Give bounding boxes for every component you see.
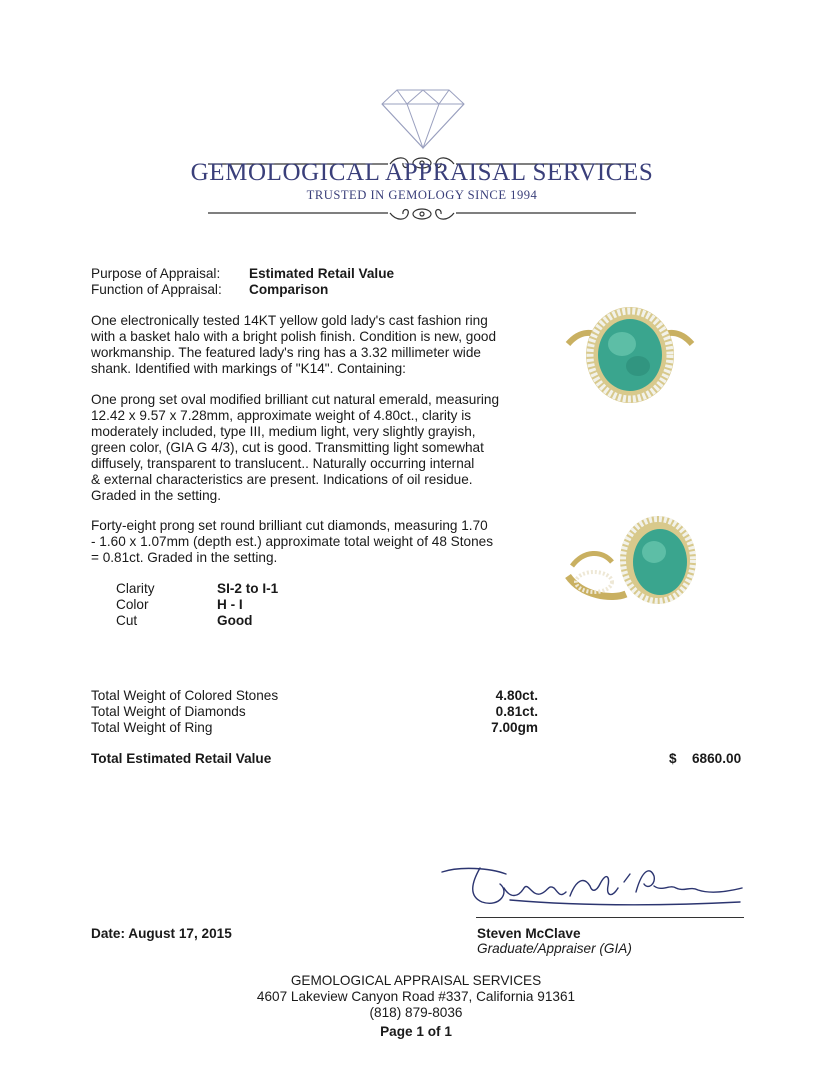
purpose-label: Purpose of Appraisal: — [91, 266, 221, 281]
total-diamonds-label: Total Weight of Diamonds — [91, 704, 246, 719]
function-value: Comparison — [249, 282, 329, 297]
emerald-description — [91, 392, 511, 504]
total-colored-label: Total Weight of Colored Stones — [91, 688, 279, 703]
description-line: & external characteristics are present. Indications of oil residue. — [91, 472, 473, 487]
purpose-value: Estimated Retail Value — [249, 266, 395, 281]
total-colored-value: 4.80ct. — [495, 688, 538, 703]
description-line: shank. Identified with markings of "K14". Containing: — [91, 361, 406, 376]
footer-phone: (818) 879-8036 — [369, 1005, 463, 1020]
footer-address: 4607 Lakeview Canyon Road #337, California 91361 — [256, 989, 576, 1004]
appraisal-date: Date: August 17, 2015 — [91, 926, 232, 941]
color-value: H - I — [217, 597, 243, 612]
company-tagline: TRUSTED IN GEMOLOGY SINCE 1994 — [306, 188, 538, 202]
footer-company: GEMOLOGICAL APPRAISAL SERVICES — [290, 973, 542, 988]
cut-label: Cut — [116, 613, 138, 628]
decorative-rule-bottom — [208, 204, 636, 222]
cut-value: Good — [217, 613, 253, 628]
diamond-description — [91, 518, 511, 566]
description-line: moderately included, type III, medium light, very slightly grayish, — [91, 424, 476, 439]
clarity-value: SI-2 to I-1 — [217, 581, 279, 596]
retail-value-label: Total Estimated Retail Value — [91, 751, 272, 766]
total-ring-value: 7.00gm — [491, 720, 538, 735]
description-line: One prong set oval modified brilliant cut natural emerald, measuring — [91, 392, 500, 407]
appraiser-name: Steven McClave — [477, 926, 581, 941]
ring-photo-top — [560, 300, 700, 410]
ring-description — [91, 313, 511, 377]
clarity-label: Clarity — [116, 581, 155, 596]
signature-image — [440, 862, 744, 920]
description-line: diffusely, transparent to translucent.. Naturally occurring internal — [91, 456, 475, 471]
ring-photo-side — [562, 510, 702, 620]
color-label: Color — [116, 597, 149, 612]
description-line: 12.42 x 9.57 x 7.28mm, approximate weight of 4.80ct., clarity is — [91, 408, 472, 423]
description-line: Graded in the setting. — [91, 488, 221, 503]
currency-symbol: $ — [669, 751, 677, 766]
description-line: One electronically tested 14KT yellow gold lady's cast fashion ring — [91, 313, 488, 328]
appraiser-title: Graduate/Appraiser (GIA) — [477, 941, 632, 956]
description-line: workmanship. The featured lady's ring has a 3.32 millimeter wide — [91, 345, 481, 360]
function-label: Function of Appraisal: — [91, 282, 222, 297]
company-title: GEMOLOGICAL APPRAISAL SERVICES — [190, 159, 654, 186]
description-line: Forty-eight prong set round brilliant cut diamonds, measuring 1.70 — [91, 518, 488, 533]
description-line: = 0.81ct. Graded in the setting. — [91, 550, 278, 565]
diamond-outline-icon — [380, 88, 466, 150]
total-diamonds-value: 0.81ct. — [495, 704, 538, 719]
signature-line — [476, 917, 744, 918]
total-ring-label: Total Weight of Ring — [91, 720, 213, 735]
description-line: - 1.60 x 1.07mm (depth est.) approximate total weight of 48 Stones — [91, 534, 493, 549]
retail-value-amount: 6860.00 — [692, 751, 742, 766]
description-line: green color, (GIA G 4/3), cut is good. Transmitting light somewhat — [91, 440, 484, 455]
description-line: with a basket halo with a bright polish finish. Condition is new, good — [91, 329, 497, 344]
page-number: Page 1 of 1 — [380, 1024, 452, 1039]
